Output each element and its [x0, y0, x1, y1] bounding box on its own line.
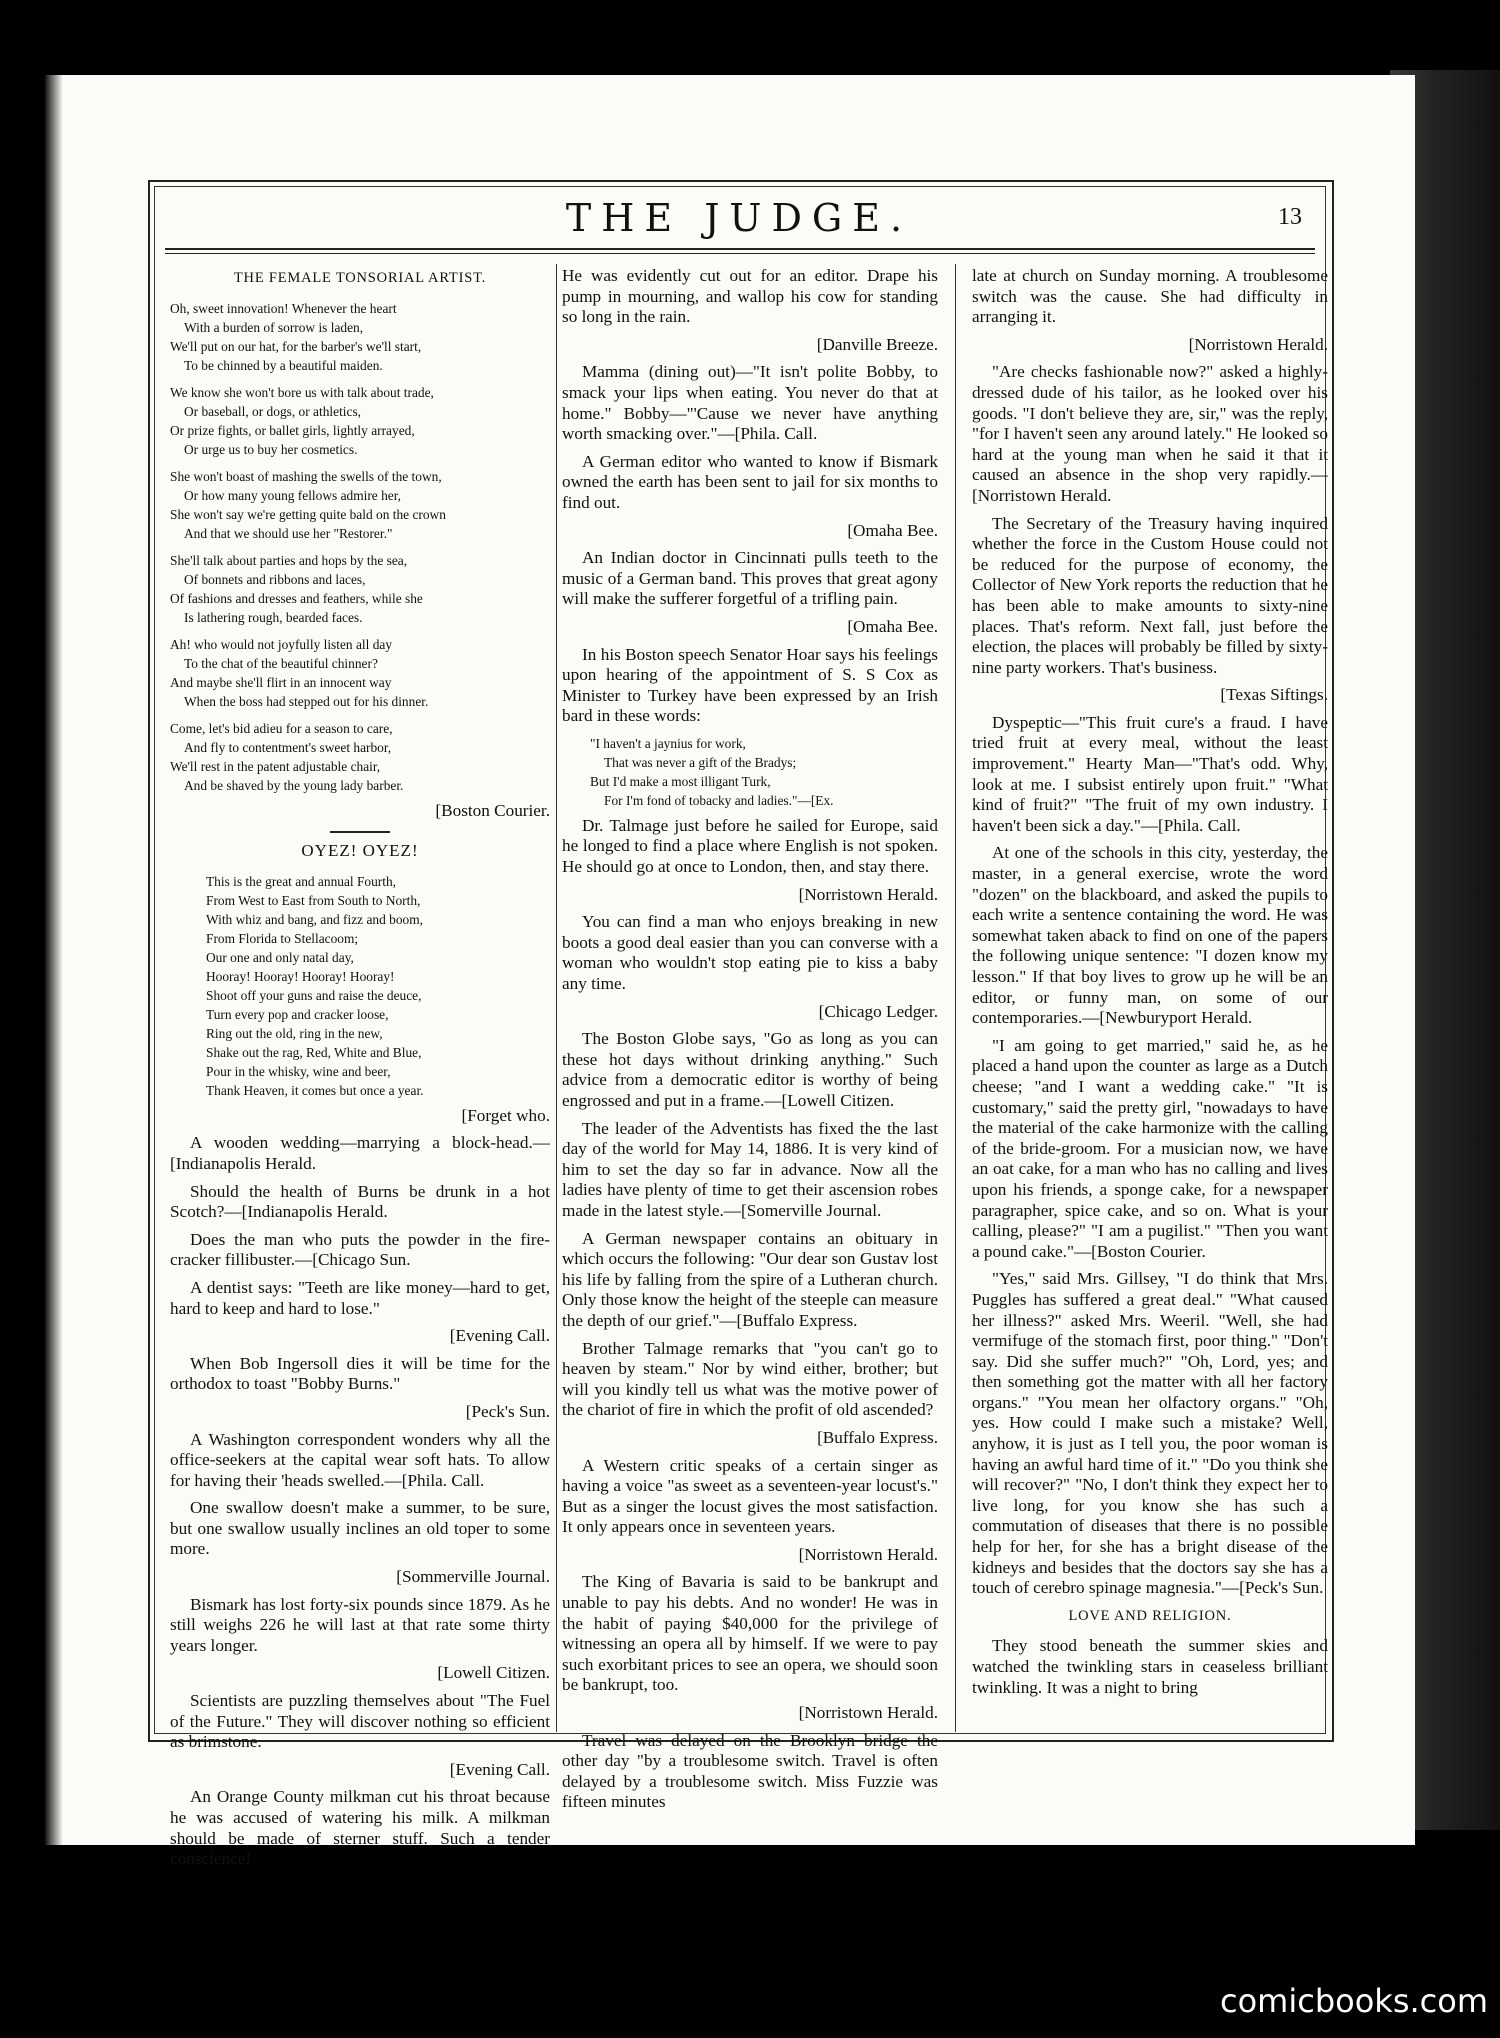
poem-line: We'll put on our hat, for the barber's we'll start, [170, 338, 422, 354]
paragraph: A German newspaper contains an obituary in which occurs the following: "Our dear son Gustav lost his life by falling from the spire of a Lutheran church. Only those know the height of the steeple can measure the depth of our grief."—[Buffalo Express. [562, 1228, 938, 1330]
poem [170, 299, 550, 795]
paragraph: Dyspeptic—"This fruit cure's a fraud. I have tried fruit at every meal, without the least improvement." Hearty Man—"That's odd. Why, look at me. I subsist entirely upon fruit." "What kind of fruit?" "The fruit of my own industry. I haven't been sick a day."—[Phila. Call. [972, 712, 1328, 835]
paragraph: Should the health of Burns be drunk in a hot Scotch?—[Indianapolis Herald. [170, 1181, 550, 1222]
paragraph-source: [Norristown Herald. [798, 884, 938, 904]
column-2 [562, 266, 938, 1820]
paragraph: A Washington correspondent wonders why all the office-seekers at the capital wear soft hats. To allow for having their 'heads swelled.—[Phila. Call. [170, 1429, 550, 1490]
article-title: LOVE AND RELIGION. [1068, 1607, 1232, 1624]
paragraph: Travel was delayed on the Brooklyn bridge the other day "by a troublesome switch. Travel is often delayed by a troublesome switch. Miss Fuzzie was fifteen minutes [562, 1730, 938, 1812]
poem-line: Ah! who would not joyfully listen all day [170, 636, 393, 652]
poem-line: For I'm fond of tobacky and ladies."—[Ex. [604, 792, 834, 808]
paragraph: You can find a man who enjoys breaking in new boots a good deal easier than you can converse with a woman who wouldn't stop eating pie to kiss a baby any time. [562, 912, 938, 994]
paragraph: The Secretary of the Treasury having inquired whether the force in the Custom House could not be reduced for the purpose of economy, the Collector of New York reports the reduction that he has been able to make amounts to sixty-nine places. That's reform. Next fall, just before the election, the places will probably be filled by sixty-nine party workers. That's business. [972, 513, 1328, 677]
paragraph: "Are checks fashionable now?" asked a highly-dressed dude of his tailor, as he looked over his goods. "I don't believe they are, sir," was the reply, "for I haven't seen any around lately." He looked so hard at the young man when he said it that it caused an absence in the shop very rapidly.—[Norristown Herald. [972, 362, 1328, 505]
item-list [562, 362, 938, 727]
paragraph: When Bob Ingersoll dies it will be time for the orthodox to toast "Bobby Burns." [170, 1353, 550, 1394]
poem-line: Or urge us to buy her cosmetics. [184, 441, 358, 457]
paragraph-source: [Chicago Ledger. [818, 1001, 938, 1021]
poem-line: Our one and only natal day, [206, 949, 354, 965]
paragraph: The King of Bavaria is said to be bankrupt and unable to pay his debts. And no wonder! He was in the habit of paying $40,000 for the privilege of witnessing an opera all by himself. If we were to pay such exorbitant prices to see an opera, we should soon be bankrupt, too. [562, 1572, 938, 1695]
poem-line: We'll rest in the patent adjustable chair, [170, 758, 381, 774]
poem-line: Come, let's bid adieu for a season to care, [170, 720, 393, 736]
column-rule [556, 264, 557, 1732]
poem-line: To the chat of the beautiful chinner? [184, 655, 378, 671]
paragraph: A Western critic speaks of a certain singer as having a voice "as sweet as a seventeen-year locust's." But as a singer the locust gives the most satisfaction. It only appears once in seventeen years. [562, 1455, 938, 1537]
paragraph: At one of the schools in this city, yesterday, the master, in a general exercise, wrote the word "dozen" on the blackboard, and asked the pupils to each write a sentence containing the word. He was somewhat taken aback to find on one of the papers the following unique sentence: "I dozen know my lesson." If that boy lives to grow up he will be an editor, or funny man, on some of our contemporaries.—[Newburyport Herald. [972, 843, 1328, 1028]
poem-line: With a burden of sorrow is laden, [184, 319, 364, 335]
paragraph-source: [Evening Call. [449, 1759, 550, 1779]
paragraph: "I am going to get married," said he, as he placed a hand upon the counter as large as a Dutch cheese; "and I want a wedding cake." "It is customary," said the pretty girl, "nowadays to have the material of the cake harmonize with the calling of the bride-groom. For a musician now, we have an oat cake, for a man who has no calling and lives upon his friends, a sponge cake, for a newspaper paragrapher, spice cake, and so on. What is your calling, please?" "I am a pugilist." "Then you want a pound cake."—[Boston Courier. [972, 1035, 1328, 1261]
poem-line: Ring out the old, ring in the new, [206, 1025, 383, 1041]
paragraph-source: [Peck's Sun. [465, 1401, 550, 1421]
poem-line: Of bonnets and ribbons and laces, [184, 571, 366, 587]
paragraph: The leader of the Adventists has fixed the the last day of the world for May 14, 1886. It is very kind of him to set the day so far in advance. Now all the ladies have plenty of time to get their ascension robes made in the latest style.—[Somerville Journal. [562, 1118, 938, 1220]
paragraph: Scientists are puzzling themselves about "The Fuel of the Future." They will discover nothing so efficient as brimstone. [170, 1691, 550, 1752]
paragraph: One swallow doesn't make a summer, to be sure, but one swallow usually inclines an old toper to some more. [170, 1498, 550, 1559]
poem-line: Or baseball, or dogs, or athletics, [184, 403, 362, 419]
paragraph-source: [Omaha Bee. [847, 520, 938, 540]
paragraph: late at church on Sunday morning. A troublesome switch was the cause. She had difficulty in arranging it. [972, 266, 1328, 327]
paragraph: Mamma (dining out)—"It isn't polite Bobby, to smack your lips when eating. You never do that at home." Bobby—"'Cause we never have anything worth smacking over."—[Phila. Call. [562, 362, 938, 444]
paragraph: Dr. Talmage just before he sailed for Europe, said he longed to find a place where English is not spoken. He should go at once to London, then, and stay there. [562, 815, 938, 877]
paragraph: In his Boston speech Senator Hoar says his feelings upon hearing of the appointment of S. S Cox as Minister to Turkey have been expressed by an Irish bard in these words: [562, 644, 938, 726]
poem-line: And that we should use her "Restorer." [184, 525, 393, 541]
poem-line: And maybe she'll flirt in an innocent way [170, 674, 392, 690]
paragraph: A wooden wedding—marrying a block-head.—[Indianapolis Herald. [170, 1133, 550, 1173]
poem-line: Is lathering rough, bearded faces. [184, 609, 363, 625]
poem-line: Turn every pop and cracker loose, [206, 1006, 389, 1022]
paragraph-source: [Lowell Citizen. [437, 1663, 550, 1683]
poem-line: "I haven't a jaynius for work, [590, 735, 746, 751]
item-list [562, 816, 938, 1813]
poem-line: This is the great and annual Fourth, [206, 873, 397, 889]
poem-source: [Boston Courier. [435, 800, 550, 820]
poem-line: From Florida to Stellacoom; [206, 930, 359, 946]
paragraph: They stood beneath the summer skies and watched the twinkling stars in ceaseless brilliant twinkling. It was a night to bring [972, 1636, 1328, 1697]
column-1 [170, 266, 550, 1877]
column-3 [972, 266, 1328, 1705]
poem-line: When the boss had stepped out for his dinner. [184, 693, 429, 709]
paragraph: Does the man who puts the powder in the fire-cracker fillibuster.—[Chicago Sun. [170, 1229, 550, 1270]
paragraph: Bismark has lost forty-six pounds since 1879. As he still weighs 226 he will last at that rate some thirty years longer. [170, 1594, 550, 1655]
poem-line: She won't say we're getting quite bald on the crown [170, 506, 446, 522]
poem-title: THE FEMALE TONSORIAL ARTIST. [233, 270, 487, 286]
poem [170, 872, 550, 1100]
poem-line: Or how many young fellows admire her, [184, 487, 402, 503]
paragraph-source: [Omaha Bee. [847, 616, 938, 636]
paragraph: "Yes," said Mrs. Gillsey, "I do think that Mrs. Puggles has suffered a great deal." "What caused her illness?" asked Mrs. Weeril. "Well, she had vermifuge of the stomach first, poor thing." "Don't say. Did she suffer much?" "Oh, Lord, yes; and then something got the matter with all her factory organs." "You mean her olfactory organs." "Oh, yes. How could I make such a mistake? Well, anyhow, it is just as I tell you, the poor woman is having an awful hard time of it." "Do you think she will recover?" "No, I don't think they expect her to live long, for you know she has such a commutation of diseases that there is no possible help for her, for she has a bright disease of the kidneys and besides that the doctors say she has a touch of cerebro spinage magnesia."—[Peck's Sun. [972, 1269, 1328, 1598]
item-list [972, 362, 1328, 1598]
page-number: 13 [1278, 204, 1302, 230]
poem-line: She'll talk about parties and hops by the sea, [170, 552, 408, 568]
poem-line: Shoot off your guns and raise the deuce, [206, 987, 422, 1003]
poem-source: [Forget who. [461, 1105, 550, 1125]
watermark: comicbooks.com [1219, 1982, 1488, 2020]
paragraph: A dentist says: "Teeth are like money—hard to get, hard to keep and hard to lose." [170, 1277, 550, 1318]
poem-line: That was never a gift of the Bradys; [604, 754, 797, 770]
paragraph: An Indian doctor in Cincinnati pulls teeth to the music of a German band. This proves that great agony will make the sufferer forgetful of a trifling pain. [562, 548, 938, 609]
poem-line: To be chinned by a beautiful maiden. [184, 357, 383, 373]
paragraph-source: [Norristown Herald. [1188, 334, 1328, 354]
masthead [154, 196, 1324, 246]
poem-line: But I'd make a most illigant Turk, [590, 773, 771, 789]
verse [562, 734, 938, 810]
poem-title: OYEZ! OYEZ! [301, 841, 419, 861]
paragraph-source: [Norristown Herald. [798, 1544, 938, 1564]
poem-line: Pour in the whisky, wine and beer, [206, 1063, 391, 1079]
paragraph: Brother Talmage remarks that "you can't go to heaven by steam." Nor by wind either, brother; but will you kindly tell us what was the motive power of the chariot of fire in which the profit of old ascended? [562, 1338, 938, 1420]
paragraph-source: [Sommerville Journal. [396, 1567, 550, 1587]
poem-line: We know she won't bore us with talk about trade, [170, 384, 434, 400]
masthead-rule-thin [165, 253, 1315, 254]
paragraph-source: [Danville Breeze. [816, 334, 938, 354]
poem-line: She won't boast of mashing the swells of the town, [170, 468, 442, 484]
item-list [170, 1133, 550, 1869]
paragraph: He was evidently cut out for an editor. Drape his pump in mourning, and wallop his cow for standing so long in the rain. [562, 266, 938, 327]
spine-shadow [45, 75, 63, 1845]
poem-line: And fly to contentment's sweet harbor, [184, 739, 392, 755]
masthead-title: THE JUDGE. [565, 196, 913, 240]
column-rule [955, 264, 956, 1732]
poem-line: Oh, sweet innovation! Whenever the heart [170, 300, 397, 316]
poem-line: And be shaved by the young lady barber. [184, 777, 404, 793]
poem-line: Thank Heaven, it comes but once a year. [206, 1082, 424, 1098]
paragraph-source: [Norristown Herald. [798, 1703, 938, 1723]
poem-line: Of fashions and dresses and feathers, while she [170, 590, 423, 606]
divider [330, 831, 390, 833]
paragraph-source: [Evening Call. [449, 1326, 550, 1346]
paragraph: A German editor who wanted to know if Bismark owned the earth has been sent to jail for six months to find out. [562, 451, 938, 512]
paragraph-source: [Buffalo Express. [817, 1427, 938, 1447]
poem-line: Shake out the rag, Red, White and Blue, [206, 1044, 422, 1060]
poem-line: From West to East from South to North, [206, 892, 421, 908]
masthead-rule [165, 248, 1315, 250]
paragraph: The Boston Globe says, "Go as long as you can these hot days without drinking anything." Such advice from a democratic editor is worthy of being engrossed and put in a frame.—[Lowell Citizen. [562, 1029, 938, 1110]
poem-line: Or prize fights, or ballet girls, lightly arrayed, [170, 422, 415, 438]
poem-line: Hooray! Hooray! Hooray! Hooray! [206, 968, 395, 984]
poem-line: With whiz and bang, and fizz and boom, [206, 911, 423, 927]
paragraph: An Orange County milkman cut his throat because he was accused of watering his milk. A milkman should be made of sterner stuff. Such a tender conscience! [170, 1787, 550, 1869]
paragraph-source: [Texas Siftings. [1220, 685, 1328, 705]
